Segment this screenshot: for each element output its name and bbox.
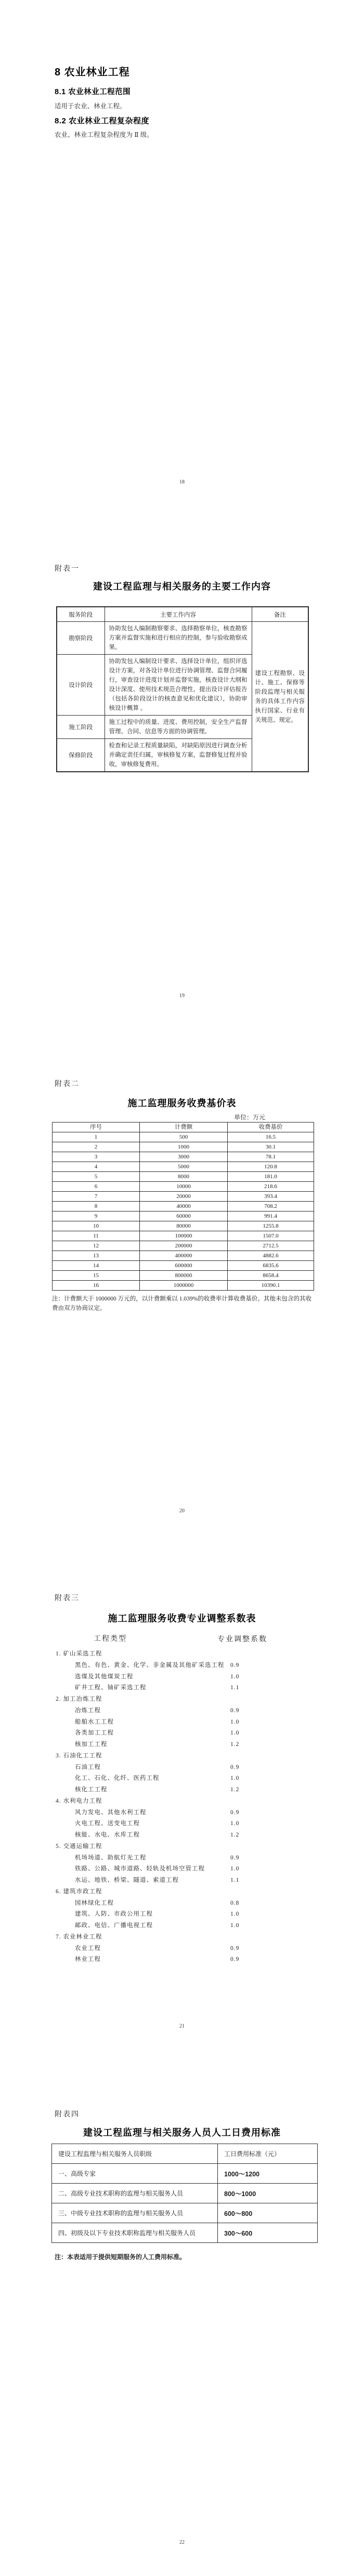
content-cell: 检查和记录工程质量缺陷，对缺陷原因进行调查分析并确定责任归属，审核修复方案，监督修复过程并验收，审核修复费用。 [105,739,252,772]
table-header-row [52,2144,318,2164]
item-coefficient: 1.1 [230,1685,240,1691]
fee-cell: 300～600 [218,2223,318,2243]
base-price-cell: 181.0 [228,1172,314,1182]
item-coefficient: 1.2 [230,1741,240,1748]
appendix1-table [56,606,309,772]
category-row: 6. 建筑市政工程 [56,1888,102,1895]
item-row [56,1784,305,1796]
column-header-rank: 建设工程监理与相关服务人员职级 [52,2144,218,2164]
amount-cell: 800000 [140,1271,228,1281]
item-label: 园林绿化工程 [75,1899,114,1906]
column-header-adjustment-coefficient: 专业调整系数 [217,1636,267,1643]
item-row [56,1818,305,1830]
item-row [56,1705,305,1717]
index-cell: 12 [53,1241,140,1251]
item-coefficient: 0.8 [230,1899,240,1906]
item-label: 矿井工程、铀矿采选工程 [75,1685,147,1691]
table-row [52,2223,318,2243]
index-cell: 5 [53,1172,140,1182]
index-cell: 14 [53,1261,140,1271]
amount-cell: 8000 [140,1172,228,1182]
table-row [53,1212,314,1221]
content-cell: 施工过程中的质量、进度、费用控制，安全生产监督管理、合同、信息等方面的协调管理。 [105,716,252,739]
item-row [56,1682,305,1694]
amount-cell: 1000000 [140,1281,228,1291]
base-price-cell: 6835.6 [228,1261,314,1271]
item-label: 邮政、电信、广播电视工程 [75,1922,153,1929]
section-8-1-heading: 8.1 农业林业工程范围 [55,88,131,96]
table-row [53,1172,314,1182]
item-label: 铁路、公路、城市道路、轻轨及机场空管工程 [75,1866,205,1872]
item-label: 水运、地铁、桥梁、隧道、索道工程 [75,1877,179,1883]
appendix4-title: 建设工程监理与相关服务人员人工日费用标准 [83,2127,281,2138]
fee-cell: 1000～1200 [218,2164,318,2184]
appendix2-label: 附表二 [55,1080,80,1088]
stage-cell: 施工阶段 [57,716,105,739]
item-row [56,1853,305,1864]
table-header-row [53,1123,314,1132]
item-coefficient: 0.9 [230,1956,240,1963]
fee-cell: 600～800 [218,2203,318,2223]
item-row [56,1717,305,1728]
item-row [56,1762,305,1774]
item-row [56,1773,305,1784]
appendix2-table [52,1122,314,1291]
rank-cell: 四、初级及以下专业技术职称监理与相关服务人员 [52,2223,218,2243]
content-cell: 协助发包人编制勘察要求、选择勘察单位，核查勘察方案并监督实施和进行相应的控制，参与验收勘察成果。 [105,622,252,655]
table-row [52,2184,318,2203]
amount-cell: 20000 [140,1192,228,1202]
item-row [56,1739,305,1751]
index-cell: 15 [53,1271,140,1281]
index-cell: 10 [53,1221,140,1231]
item-label: 冶炼工程 [75,1707,101,1714]
column-header-project-type: 工程类型 [94,1635,127,1643]
item-label: 选煤及其他煤炭工程 [75,1673,134,1680]
item-row [56,1830,305,1841]
base-price-cell: 708.2 [228,1202,314,1212]
amount-cell: 400000 [140,1251,228,1261]
item-label: 核加工工程 [75,1741,108,1748]
item-label: 石油工程 [75,1764,101,1770]
item-coefficient: 1.2 [230,1787,240,1793]
index-cell: 6 [53,1182,140,1192]
item-label: 核化工工程 [75,1787,108,1793]
index-cell: 7 [53,1192,140,1202]
page-number-21: 21 [179,2023,185,2029]
appendix1-title: 建设工程监理与相关服务的主要工作内容 [93,581,271,592]
page-number-22: 22 [179,2540,185,2545]
category-row: 4. 水利电力工程 [56,1797,102,1804]
table-row [53,1221,314,1231]
stage-cell: 勘察阶段 [57,622,105,655]
base-price-cell: 2712.5 [228,1241,314,1251]
base-price-cell: 1255.8 [228,1221,314,1231]
table-header-row [57,607,308,622]
remark-cell: 建设工程勘察、设计、施工、保修等阶段监理与相关服务的具体工作内容执行国家、行业有关规范、规定。 [252,622,308,772]
item-coefficient: 0.9 [230,1764,240,1770]
item-label: 火电工程、送变电工程 [75,1820,140,1827]
item-label: 船舶水工工程 [75,1718,114,1725]
stage-cell: 设计阶段 [57,655,105,716]
category-row: 1. 矿山采选工程 [56,1651,102,1657]
item-row [56,1920,305,1932]
column-header-index: 序号 [53,1123,140,1132]
item-label: 核能、水电、水库工程 [75,1832,140,1838]
amount-cell: 60000 [140,1212,228,1221]
table-row [53,1261,314,1271]
base-price-cell: 991.4 [228,1212,314,1221]
item-label: 黑色、有色、黄金、化学、非金属及其他矿采选工程 [75,1662,225,1668]
item-coefficient: 0.9 [230,1707,240,1714]
item-coefficient: 0.9 [230,1854,240,1861]
index-cell: 1 [53,1132,140,1142]
item-row [56,1875,305,1886]
item-coefficient: 1.0 [230,1730,240,1737]
item-row [56,1728,305,1739]
base-price-cell: 8658.4 [228,1271,314,1281]
index-cell: 8 [53,1202,140,1212]
item-coefficient: 1.0 [230,1866,240,1872]
base-price-cell: 16.5 [228,1132,314,1142]
index-cell: 2 [53,1142,140,1152]
item-row [56,1898,305,1909]
table-row [57,622,308,655]
amount-cell: 1000 [140,1142,228,1152]
item-label: 各类加工工程 [75,1730,114,1737]
column-header-content: 主要工作内容 [105,607,252,622]
appendix1-table-body [57,622,308,772]
appendix4-table [51,2144,318,2243]
amount-cell: 10000 [140,1182,228,1192]
index-cell: 9 [53,1212,140,1221]
page-number-18: 18 [179,479,185,485]
item-label: 风力发电、其他水利工程 [75,1809,147,1816]
item-row [56,1954,305,1966]
section-8-1-text: 适用于农业、林业工程。 [55,103,126,110]
appendix1-label: 附表一 [55,565,80,573]
item-coefficient: 1.0 [230,1775,240,1782]
table-row [53,1251,314,1261]
amount-cell: 500 [140,1132,228,1142]
amount-cell: 600000 [140,1261,228,1271]
item-coefficient: 1.1 [230,1877,240,1883]
unit-label: 单位：万元 [234,1114,266,1121]
section-8-2-text: 农业、林业工程复杂程度为 Ⅱ 级。 [55,131,153,138]
category-row: 3. 石油化工工程 [56,1752,102,1759]
item-label: 农业工程 [75,1945,101,1952]
amount-cell: 5000 [140,1162,228,1172]
table-row [53,1162,314,1172]
item-row [56,1672,305,1683]
rank-cell: 三、中级专业技术职称的监理与相关服务人员 [52,2203,218,2223]
stage-cell: 保修阶段 [57,739,105,772]
column-header-base-price: 收费基价 [228,1123,314,1132]
item-row [56,1943,305,1955]
item-coefficient: 0.9 [230,1945,240,1952]
appendix4-note: 注：本表适用于提供短期服务的人工费用标准。 [55,2253,186,2261]
item-coefficient: 1.2 [230,1832,240,1838]
index-cell: 4 [53,1162,140,1172]
base-price-cell: 4882.6 [228,1251,314,1261]
item-label: 化工、石化、化纤、医药工程 [75,1775,160,1782]
appendix3-label: 附表三 [55,1595,80,1602]
index-cell: 16 [53,1281,140,1291]
item-row [56,1807,305,1819]
base-price-cell: 1507.0 [228,1231,314,1241]
table-row [53,1152,314,1162]
index-cell: 13 [53,1251,140,1261]
table-row [53,1192,314,1202]
appendix3-list [56,1649,305,1966]
index-cell: 3 [53,1152,140,1162]
page-number-20: 20 [179,1508,185,1514]
column-header-remark: 备注 [252,607,308,622]
table-row [53,1271,314,1281]
item-coefficient: 0.9 [230,1662,240,1668]
category-row: 7. 农业林业工程 [56,1933,102,1940]
page-number-19: 19 [179,993,185,999]
base-price-cell: 30.1 [228,1142,314,1152]
amount-cell: 3000 [140,1152,228,1162]
item-label: 机场场道、助航灯光工程 [75,1854,147,1861]
table-row [53,1241,314,1251]
column-header-stage: 服务阶段 [57,607,105,622]
item-row [56,1864,305,1875]
appendix3-title: 施工监理服务收费专业调整系数表 [108,1613,256,1624]
table-row [53,1132,314,1142]
section-8-agriculture-forestry [55,66,312,145]
item-coefficient: 1.0 [230,1673,240,1680]
base-price-cell: 10390.1 [228,1281,314,1291]
item-label: 林业工程 [75,1956,101,1963]
base-price-cell: 78.1 [228,1152,314,1162]
content-cell: 协助发包人编制设计要求、选择设计单位，组织评选设计方案，对各设计单位进行协调管理、监督合同履行，审查设计进度计划并监督实施，核查设计大纲和设计深度、使用技术规范合理性，提出设计评估报告（包括各阶段设计的核查意见和优化建议），协助审核设计概算 。 [105,655,252,716]
item-coefficient: 1.0 [230,1911,240,1918]
appendix2-table-body [53,1132,314,1291]
table-row [53,1202,314,1212]
category-row: 5. 交通运输工程 [56,1843,102,1850]
table-row [53,1281,314,1291]
table-row [53,1142,314,1152]
table-row [52,2164,318,2184]
category-row: 2. 加工冶炼工程 [56,1696,102,1702]
amount-cell: 80000 [140,1221,228,1231]
item-label: 建筑、人防、市政公用工程 [75,1911,153,1918]
amount-cell: 200000 [140,1241,228,1251]
fee-cell: 800～1000 [218,2184,318,2203]
item-coefficient: 0.9 [230,1809,240,1816]
amount-cell: 40000 [140,1202,228,1212]
table-row [53,1231,314,1241]
rank-cell: 一、高级专家 [52,2164,218,2184]
column-header-daily-fee: 工日费用标准（元） [218,2144,318,2164]
base-price-cell: 218.6 [228,1182,314,1192]
amount-cell: 100000 [140,1231,228,1241]
column-header-amount: 计费额 [140,1123,228,1132]
base-price-cell: 120.8 [228,1162,314,1172]
item-coefficient: 1.0 [230,1820,240,1827]
appendix2-note: 注：计费额大于 1000000 万元的，以计费额乘以 1.039%的收费率计算收费基价。其他未包含的其收费由双方协商议定。 [52,1296,311,1311]
index-cell: 11 [53,1231,140,1241]
item-coefficient: 1.0 [230,1922,240,1929]
rank-cell: 二、高级专业技术职称的监理与相关服务人员 [52,2184,218,2203]
chapter-heading: 8 农业林业工程 [55,67,130,78]
item-row [56,1660,305,1672]
item-coefficient: 1.0 [230,1718,240,1725]
appendix4-table-body [52,2164,318,2243]
appendix2-title: 施工监理服务收费基价表 [127,1098,237,1108]
table-row [53,1182,314,1192]
item-row [56,1909,305,1920]
table-row [52,2203,318,2223]
appendix4-label: 附表四 [55,2111,80,2119]
base-price-cell: 393.4 [228,1192,314,1202]
section-8-2-heading: 8.2 农业林业工程复杂程度 [55,117,150,125]
